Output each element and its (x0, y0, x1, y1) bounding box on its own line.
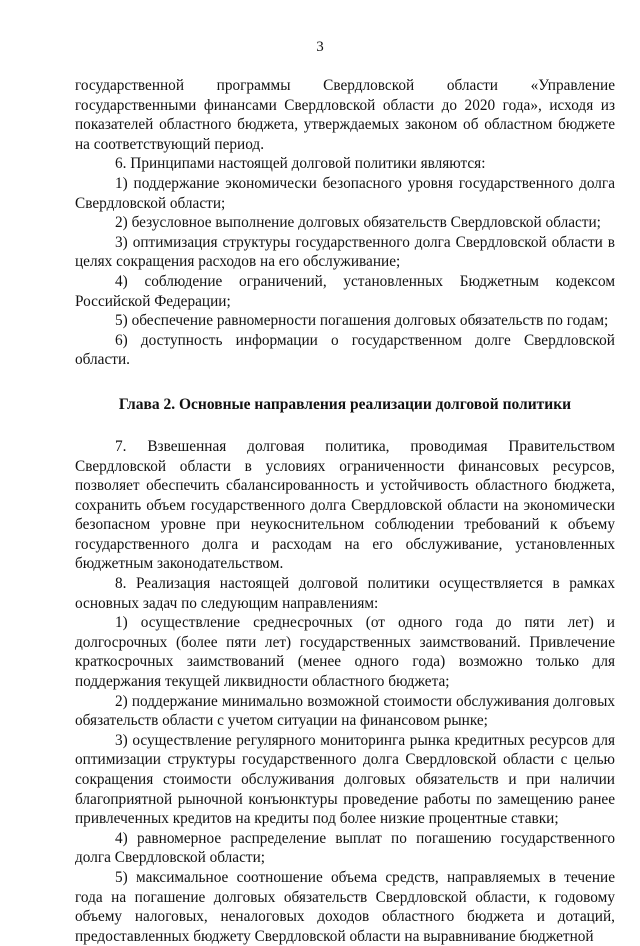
list-item: 1) поддержание экономически безопасного уровня государственного долга Свердловской области; (75, 174, 615, 212)
list-item: 2) безусловное выполнение долговых обязательств Свердловской области; (115, 214, 601, 232)
paragraph: государственной программы Свердловской области «Управление государственными финансами Свердловской области до 2020 года», исходя из показателей областного бюджета, утверждаемых законом об областном бюджете на соответствующий период. (75, 77, 615, 153)
paragraph: 8. Реализация настоящей долговой политики осуществляется в рамках основных задач по следующим направлениям: (75, 575, 615, 612)
list-item: 6) доступность информации о государственном долге Свердловской области. (75, 331, 615, 369)
list-item: 4) равномерное распределение выплат по погашению государственного долга Свердловской области; (75, 829, 615, 867)
document-body (75, 76, 615, 946)
list-item: 3) оптимизация структуры государственного долга Свердловской области в целях сокращения расходов на его обслуживание; (75, 233, 615, 271)
chapter-heading: Глава 2. Основные направления реализации долговой политики (118, 395, 572, 413)
section-2 (75, 437, 615, 946)
section-1 (75, 76, 615, 370)
list-item: 1) осуществление среднесрочных (от одного года до пяти лет) и долгосрочных (более пяти лет) государственных заимствований. Привлечение краткосрочных заимствований (менее одного года) возможно только для поддержания текущей ликвидности областного бюджета; (75, 614, 615, 691)
page-number: 3 (316, 39, 324, 55)
list-item: 3) осуществление регулярного мониторинга рынка кредитных ресурсов для оптимизации структуры государственного долга Свердловской области с целью сокращения стоимости обслуживания долговых обязательств и при наличии благоприятной рыночной конъюнктуры проведение работы по замещению ранее привлеченных кредитов на кредиты под более низкие процентные ставки; (75, 731, 615, 828)
list-item: 2) поддержание минимально возможной стоимости обслуживания долговых обязательств области с учетом ситуации на финансовом рынке; (75, 692, 615, 730)
list-item: 5) максимальное соотношение объема средств, направляемых в течение года на погашение долговых обязательств Свердловской области, к годовому объему налоговых, неналоговых доходов областного бюджета и дотаций, предоставленных бюджету Свердловской области на выравнивание бюджетной (75, 868, 615, 945)
list-item: 5) обеспечение равномерности погашения долговых обязательств по годам; (115, 312, 609, 330)
paragraph: 6. Принципами настоящей долговой политики являются: (115, 155, 486, 173)
list-item: 4) соблюдение ограничений, установленных Бюджетным кодексом Российской Федерации; (75, 272, 615, 310)
paragraph: 7. Взвешенная долговая политика, проводимая Правительством Свердловской области в условиях ограниченности финансовых ресурсов, позволяет обеспечить сбалансированность и устойчивость областного бюджета, сохранить объем государственного долга Свердловской области на экономически безопасном уровне при неукоснительном соблюдении требований к объему государственного долга и расходам на его обслуживание, установленных бюджетным законодательством. (75, 437, 615, 573)
